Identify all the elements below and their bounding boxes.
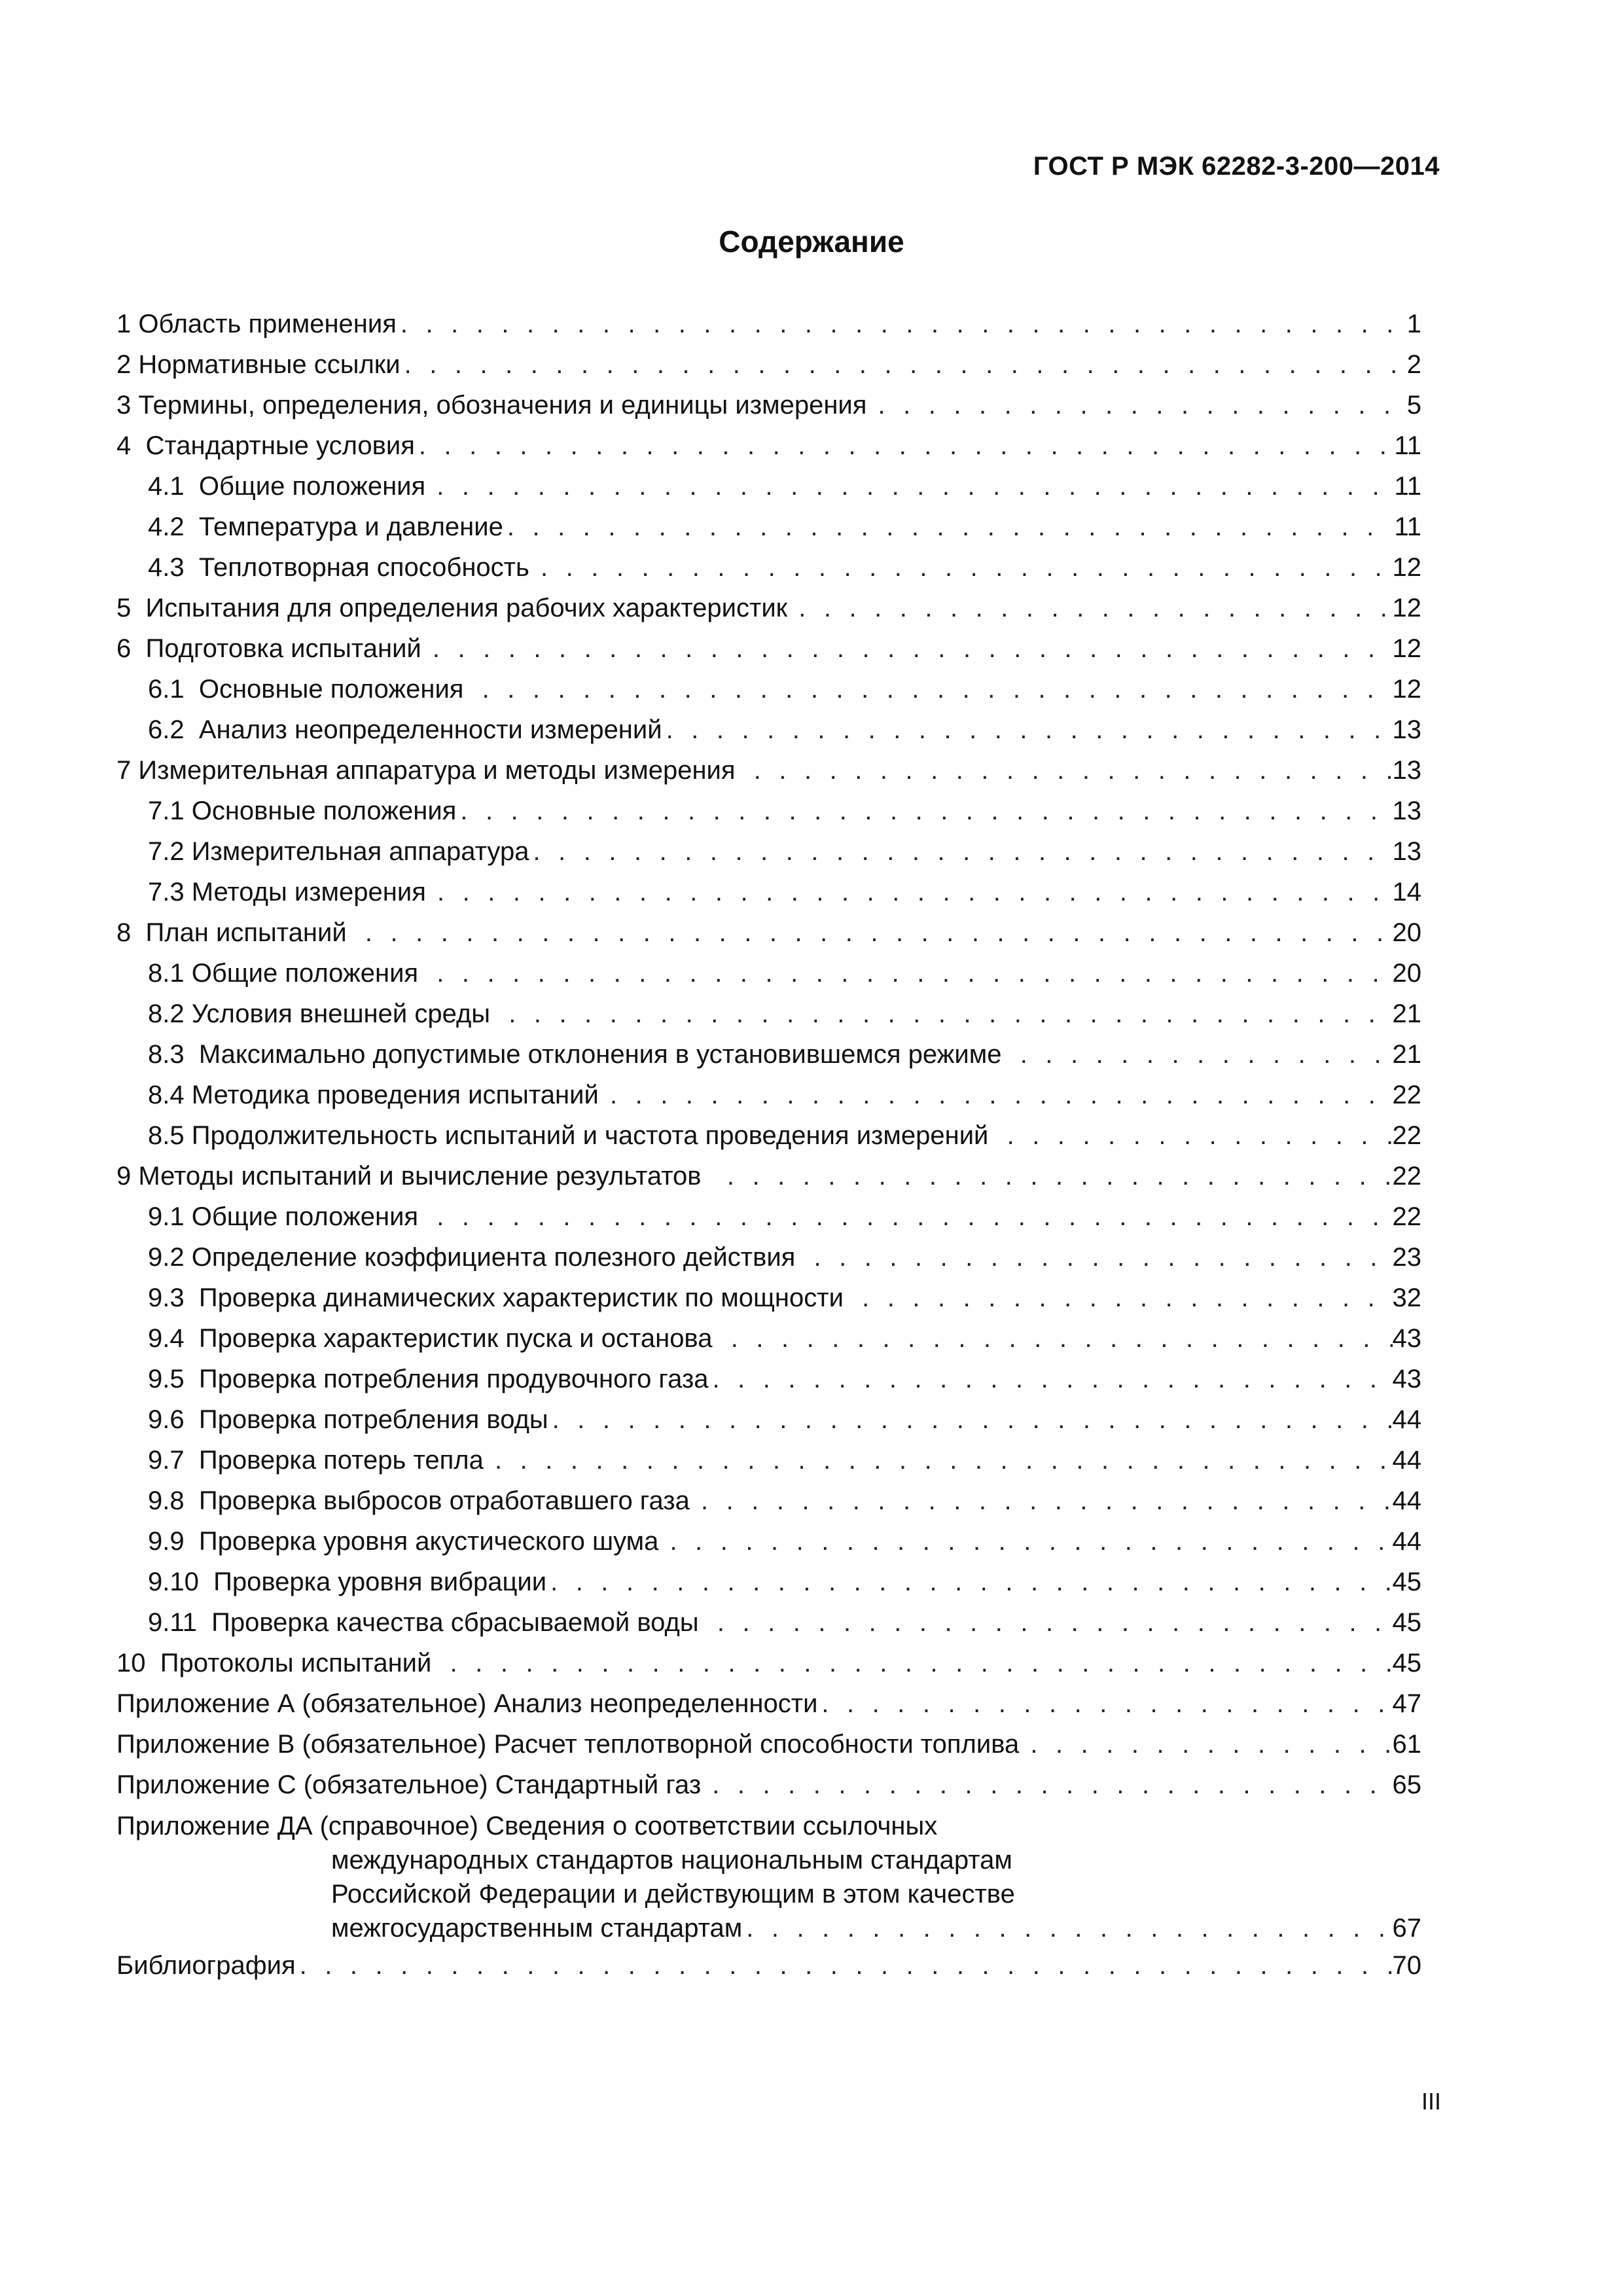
toc-entry-text: 9.11 Проверка качества сбрасываемой воды [148,1608,713,1637]
toc-entry-text: 9.8 Проверка выбросов отработавшего газа [148,1486,698,1515]
dot-leader [1003,1115,1393,1156]
toc-entry [116,912,1421,953]
toc-page-number: 11 [1394,512,1421,541]
toc-entry [116,1683,1421,1724]
toc-entry-text: 6.1 Основные положения [148,675,478,704]
page-number: III [1421,2088,1441,2115]
dot-leader [794,588,1392,628]
toc-page-number: 20 [1392,918,1421,947]
toc-page-number: 20 [1392,959,1421,988]
toc-page-number: 22 [1392,1162,1421,1191]
toc-entry-text: 3 Термины, определения, обозначения и единицы измерения [116,391,874,420]
toc-page-number: 23 [1392,1243,1421,1272]
toc-page-number: 44 [1392,1446,1421,1475]
toc-entry [116,304,1421,344]
toc-entry [116,466,1421,507]
toc-entry-text: 9.4 Проверка характеристик пуска и останова [148,1324,727,1353]
toc-page-number: 11 [1394,431,1421,460]
toc-entry-text: 4.2 Температура и давление [148,512,503,541]
toc-entry [116,1359,1421,1399]
toc-page-number: 14 [1392,878,1421,906]
toc-entry [116,1075,1421,1115]
dot-leader [529,831,1392,872]
annex-da-line: межгосударственным стандартам [331,1914,743,1943]
toc-page-number: 22 [1392,1202,1421,1231]
toc-page-number: 45 [1392,1608,1421,1637]
toc-page-number: 43 [1392,1324,1421,1353]
toc-entry-text: 4.1 Общие положения [148,472,433,501]
dot-leader [708,1765,1392,1805]
toc-page-number: 61 [1392,1730,1421,1759]
toc-entry [116,1480,1421,1521]
toc-page-number: 22 [1392,1081,1421,1109]
toc-entry [116,547,1421,588]
toc-entry-text: 9.1 Общие положения [148,1202,433,1231]
toc-entry-text: 7.1 Основные положения [148,797,457,825]
toc-entry-bibliography [116,1945,1421,1986]
toc-entry-text: 7.2 Измерительная аппаратура [148,837,529,866]
annex-da-label: Приложение ДА (справочное) [116,1812,486,1840]
toc-entry [116,385,1421,425]
toc-entry [116,588,1421,628]
toc-entry [116,953,1421,994]
toc-entry [116,344,1421,385]
toc-entry-text: 9.3 Проверка динамических характеристик по мощности [148,1283,859,1312]
toc-entry-text: 8.2 Условия внешней среды [148,999,505,1028]
toc-page-number: 1 [1406,310,1421,338]
toc-page-number: 44 [1392,1405,1421,1434]
toc-page-number: 5 [1406,391,1421,420]
toc-entry [116,1278,1421,1318]
toc-entry-text: 9.6 Проверка потребления воды [148,1405,548,1434]
toc-entry [116,1196,1421,1237]
dot-leader [433,872,1393,912]
toc-entry-text: 8.3 Максимально допустимые отклонения в установившемся режиме [148,1040,1016,1069]
toc-entry-text: 9.7 Проверка потерь тепла [148,1446,491,1475]
dot-leader [858,1278,1392,1318]
toc-entry [116,1440,1421,1480]
toc-entry [116,1562,1421,1602]
dot-leader [666,1521,1393,1562]
toc-page-number: 32 [1392,1283,1421,1312]
toc-entry [116,1034,1421,1075]
dot-leader [433,953,1392,994]
toc-entry-text: 8.1 Общие положения [148,959,433,988]
dot-leader [817,1683,1392,1724]
dot-leader [697,1480,1392,1521]
dot-leader [1016,1034,1393,1075]
toc-entry-text: 8 План испытаний [116,918,361,947]
dot-leader [429,628,1393,669]
dot-leader [503,507,1395,547]
dot-leader [1026,1724,1392,1765]
toc-entry-text: Приложение С (обязательное) Стандартный газ [116,1770,709,1799]
toc-entry [116,750,1421,791]
table-of-contents [116,304,1421,1986]
dot-leader [505,994,1392,1034]
toc-page-number: 12 [1392,634,1421,663]
toc-entry-text: 8.4 Методика проведения испытаний [148,1081,606,1109]
toc-entry [116,994,1421,1034]
toc-entry-text: Приложение А (обязательное) Анализ неопределенности [116,1689,818,1718]
toc-page-number: 22 [1392,1121,1421,1150]
toc-entry [116,1115,1421,1156]
dot-leader [750,750,1393,791]
annex-da-line: международных стандартов национальным стандартам [331,1846,1012,1874]
toc-page-number: 11 [1394,472,1421,501]
toc-entry [116,1156,1421,1196]
toc-entry [116,1602,1421,1643]
toc-entry [116,709,1421,750]
toc-entry-annex-da [116,1805,1421,1945]
toc-page-number: 45 [1392,1649,1421,1677]
dot-leader [727,1318,1393,1359]
dot-leader [361,912,1393,953]
dot-leader [810,1237,1393,1278]
toc-page-number: 12 [1392,675,1421,704]
toc-page-number: 45 [1392,1568,1421,1596]
document-id: ГОСТ Р МЭК 62282-3-200—2014 [1033,152,1440,181]
toc-page-number: 43 [1392,1365,1421,1393]
dot-leader [709,1359,1393,1399]
dot-leader [446,1643,1393,1683]
toc-entry-text: 2 Нормативные ссылки [116,350,401,379]
toc-entry-text: 6 Подготовка испытаний [116,634,429,663]
dot-leader [397,304,1407,344]
toc-page-number: 13 [1392,756,1421,785]
toc-page-number: 65 [1392,1770,1421,1799]
dot-leader [433,1196,1392,1237]
toc-entry [116,507,1421,547]
toc-page-number: 67 [1392,1914,1421,1943]
toc-entry [116,1318,1421,1359]
toc-entry [116,1765,1421,1805]
dot-leader [742,1911,1392,1945]
toc-page-number: 13 [1392,837,1421,866]
toc-entry-text: Приложение В (обязательное) Расчет теплотворной способности топлива [116,1730,1027,1759]
annex-da-line: Сведения о соответствии ссылочных [486,1812,938,1840]
toc-entry [116,1724,1421,1765]
toc-page-number: 44 [1392,1527,1421,1556]
toc-entry [116,791,1421,831]
toc-entry [116,831,1421,872]
toc-entry-text: 5 Испытания для определения рабочих характеристик [116,594,795,622]
dot-leader [723,1156,1393,1196]
toc-entry-text: 10 Протоколы испытаний [116,1649,446,1677]
dot-leader [401,344,1407,385]
toc-entry [116,1237,1421,1278]
toc-entry [116,669,1421,709]
toc-page-number: 12 [1392,553,1421,582]
toc-page-number: 70 [1392,1951,1421,1980]
toc-entry [116,425,1421,466]
dot-leader [456,791,1392,831]
toc-entry-text: 9 Методы испытаний и вычисление результатов [116,1162,723,1191]
toc-page-number: 21 [1392,1040,1421,1069]
toc-entry-text: 4 Стандартные условия [116,431,415,460]
dot-leader [478,669,1393,709]
dot-leader [491,1440,1393,1480]
dot-leader [606,1075,1393,1115]
dot-leader [433,466,1394,507]
toc-entry-text: 9.9 Проверка уровня акустического шума [148,1527,666,1556]
toc-entry-text: Библиография [116,1951,296,1980]
toc-entry-text: 9.10 Проверка уровня вибрации [148,1568,547,1596]
toc-page-number: 2 [1406,350,1421,379]
dot-leader [415,425,1395,466]
dot-leader [713,1602,1393,1643]
toc-entry-text: 9.2 Определение коэффициента полезного действия [148,1243,810,1272]
dot-leader [537,547,1393,588]
toc-page-number: 21 [1392,999,1421,1028]
toc-entry-text: 6.2 Анализ неопределенности измерений [148,715,662,744]
toc-title: Содержание [719,224,904,259]
dot-leader [662,709,1393,750]
dot-leader [296,1945,1393,1986]
annex-da-line: Российской Федерации и действующим в этом качестве [331,1880,1015,1909]
toc-entry [116,1399,1421,1440]
toc-entry-text: 9.5 Проверка потребления продувочного газа [148,1365,709,1393]
toc-page-number: 44 [1392,1486,1421,1515]
toc-entry [116,1521,1421,1562]
toc-entry [116,872,1421,912]
dot-leader [548,1399,1393,1440]
toc-entry [116,1643,1421,1683]
dot-leader [874,385,1407,425]
toc-entry-text: 4.3 Теплотворная способность [148,553,537,582]
toc-page-number: 13 [1392,715,1421,744]
toc-entry-text: 7 Измерительная аппаратура и методы измерения [116,756,750,785]
toc-entry [116,628,1421,669]
toc-entry-text: 7.3 Методы измерения [148,878,433,906]
toc-page-number: 12 [1392,594,1421,622]
dot-leader [546,1562,1392,1602]
toc-page-number: 47 [1392,1689,1421,1718]
toc-entry-text: 8.5 Продолжительность испытаний и частота проведения измерений [148,1121,1003,1150]
toc-page-number: 13 [1392,797,1421,825]
toc-entry-text: 1 Область применения [116,310,397,338]
